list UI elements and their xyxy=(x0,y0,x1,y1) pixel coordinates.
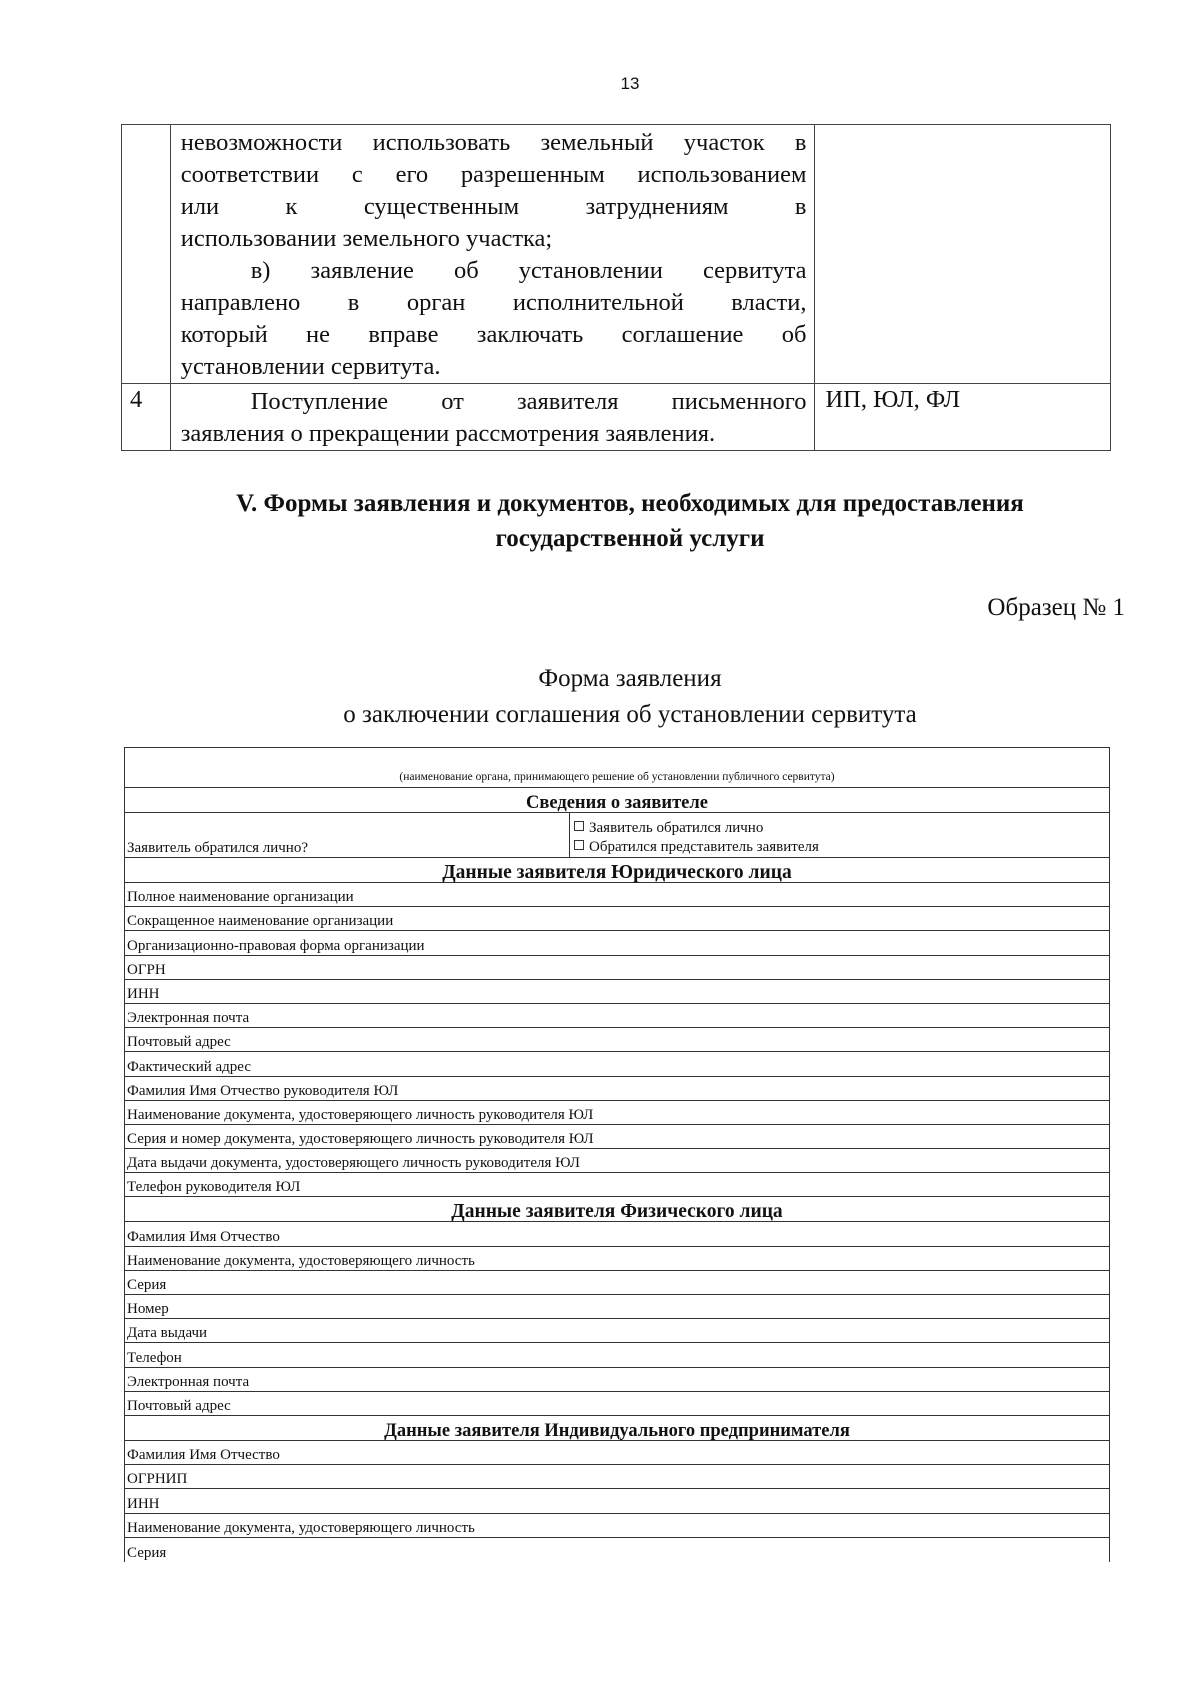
form-field-label: Наименование документа, удостоверяющего личность руководителя ЮЛ xyxy=(125,1100,1110,1124)
applicants-cell: ИП, ЮЛ, ФЛ xyxy=(815,384,1111,451)
form-row[interactable] xyxy=(125,907,1110,931)
form-row[interactable] xyxy=(125,1222,1110,1246)
form-row[interactable] xyxy=(125,1465,1110,1489)
individual-header-cell: Данные заявителя Физического лица xyxy=(125,1197,1110,1222)
form-row[interactable] xyxy=(125,1246,1110,1270)
form-row[interactable] xyxy=(125,1440,1110,1464)
form-field-label: Телефон xyxy=(125,1343,1110,1367)
table-row-continuation xyxy=(122,125,1111,384)
form-field-label: Фамилия Имя Отчество руководителя ЮЛ xyxy=(125,1076,1110,1100)
form-field-label: Электронная почта xyxy=(125,1003,1110,1027)
form-field-label: Серия xyxy=(125,1270,1110,1294)
option-in-person[interactable] xyxy=(574,819,1107,838)
form-field-label: Номер xyxy=(125,1295,1110,1319)
form-row[interactable] xyxy=(125,1149,1110,1173)
table-row-4 xyxy=(122,384,1111,451)
sample-label: Образец № 1 xyxy=(987,594,1125,621)
section-title-line: государственной услуги xyxy=(495,525,765,552)
legal-entity-section-header xyxy=(125,858,1110,883)
form-field-label: Наименование документа, удостоверяющего личность xyxy=(125,1246,1110,1270)
form-row[interactable] xyxy=(125,1124,1110,1148)
form-row[interactable] xyxy=(125,1343,1110,1367)
text-line: невозможности использовать земельный участок в xyxy=(180,129,807,156)
org-name-row xyxy=(125,748,1110,788)
form-row[interactable] xyxy=(125,1513,1110,1537)
form-field-label: Фамилия Имя Отчество xyxy=(125,1440,1110,1464)
text-line: или к существенным затруднениям в xyxy=(180,193,807,220)
form-field-label: Организационно-правовая форма организации xyxy=(125,931,1110,955)
form-title-line: Форма заявления xyxy=(538,665,722,692)
in-person-row xyxy=(125,813,1110,858)
form-field-label: ОГРН xyxy=(125,955,1110,979)
text-line: установлении сервитута. xyxy=(180,353,441,380)
form-title-line: о заключении соглашения об установлении сервитута xyxy=(343,701,917,728)
form-row[interactable] xyxy=(125,1391,1110,1415)
grounds-text-cell xyxy=(170,384,815,451)
form-field-label: Сокращенное наименование организации xyxy=(125,907,1110,931)
page-number: 13 xyxy=(620,74,640,93)
form-row[interactable] xyxy=(125,1367,1110,1391)
legal-header-cell: Данные заявителя Юридического лица xyxy=(125,858,1110,883)
text-line: использовании земельного участка; xyxy=(180,225,553,252)
form-field-label: Серия и номер документа, удостоверяющего личность руководителя ЮЛ xyxy=(125,1124,1110,1148)
text-line: направлено в орган исполнительной власти, xyxy=(180,289,807,316)
grounds-table xyxy=(121,124,1111,451)
text-line: заявления о прекращении рассмотрения заявления. xyxy=(180,420,716,447)
option-label: Обратился представитель заявителя xyxy=(589,839,819,855)
row-number-cell: 4 xyxy=(122,384,171,451)
form-field-label: Почтовый адрес xyxy=(125,1028,1110,1052)
form-row[interactable] xyxy=(125,1270,1110,1294)
form-field-label: ОГРНИП xyxy=(125,1465,1110,1489)
form-field-label: Электронная почта xyxy=(125,1367,1110,1391)
org-name-field[interactable] xyxy=(125,748,1110,788)
section-title-line: V. Формы заявления и документов, необходимых для предоставления xyxy=(236,490,1024,517)
applicant-section-header xyxy=(125,788,1110,813)
form-row[interactable] xyxy=(125,1537,1110,1562)
form-row[interactable] xyxy=(125,1052,1110,1076)
form-field-label: Полное наименование организации xyxy=(125,883,1110,907)
form-row[interactable] xyxy=(125,1295,1110,1319)
form-row[interactable] xyxy=(125,1003,1110,1027)
form-field-label: ИНН xyxy=(125,1489,1110,1513)
text-line: Поступление от заявителя письменного xyxy=(250,388,807,415)
option-label: Заявитель обратился лично xyxy=(589,820,764,836)
option-representative[interactable] xyxy=(574,838,1107,857)
form-title xyxy=(0,661,1200,733)
text-line: в) заявление об установлении сервитута xyxy=(250,257,807,284)
entrepreneur-section-header xyxy=(125,1415,1110,1440)
form-row[interactable] xyxy=(125,883,1110,907)
grounds-text-cell xyxy=(170,125,815,384)
in-person-question: Заявитель обратился лично? xyxy=(125,813,570,858)
form-field-label: Фактический адрес xyxy=(125,1052,1110,1076)
form-field-label: Фамилия Имя Отчество xyxy=(125,1222,1110,1246)
form-field-label: Серия xyxy=(125,1537,1110,1562)
form-row[interactable] xyxy=(125,955,1110,979)
form-row[interactable] xyxy=(125,979,1110,1003)
applicants-cell xyxy=(815,125,1111,384)
row-number-cell xyxy=(122,125,171,384)
section-title xyxy=(0,486,1200,556)
form-row[interactable] xyxy=(125,931,1110,955)
form-row[interactable] xyxy=(125,1173,1110,1197)
checkbox-icon[interactable] xyxy=(574,840,584,850)
form-row[interactable] xyxy=(125,1319,1110,1343)
entrepreneur-header-cell: Данные заявителя Индивидуального предпринимателя xyxy=(125,1415,1110,1440)
application-form xyxy=(124,747,1110,1562)
text-line: который не вправе заключать соглашение об xyxy=(180,321,807,348)
applicant-header-cell: Сведения о заявителе xyxy=(125,788,1110,813)
org-name-caption: (наименование органа, принимающего решение об установлении публичного сервитута) xyxy=(399,771,835,783)
in-person-options xyxy=(570,813,1110,858)
individual-section-header xyxy=(125,1197,1110,1222)
form-row[interactable] xyxy=(125,1028,1110,1052)
form-field-label: Дата выдачи xyxy=(125,1319,1110,1343)
form-row[interactable] xyxy=(125,1076,1110,1100)
form-field-label: Телефон руководителя ЮЛ xyxy=(125,1173,1110,1197)
form-row[interactable] xyxy=(125,1100,1110,1124)
form-row[interactable] xyxy=(125,1489,1110,1513)
form-field-label: Наименование документа, удостоверяющего личность xyxy=(125,1513,1110,1537)
form-field-label: Почтовый адрес xyxy=(125,1391,1110,1415)
text-line: соответствии с его разрешенным использованием xyxy=(180,161,807,188)
form-field-label: ИНН xyxy=(125,979,1110,1003)
checkbox-icon[interactable] xyxy=(574,821,584,831)
form-field-label: Дата выдачи документа, удостоверяющего личность руководителя ЮЛ xyxy=(125,1149,1110,1173)
